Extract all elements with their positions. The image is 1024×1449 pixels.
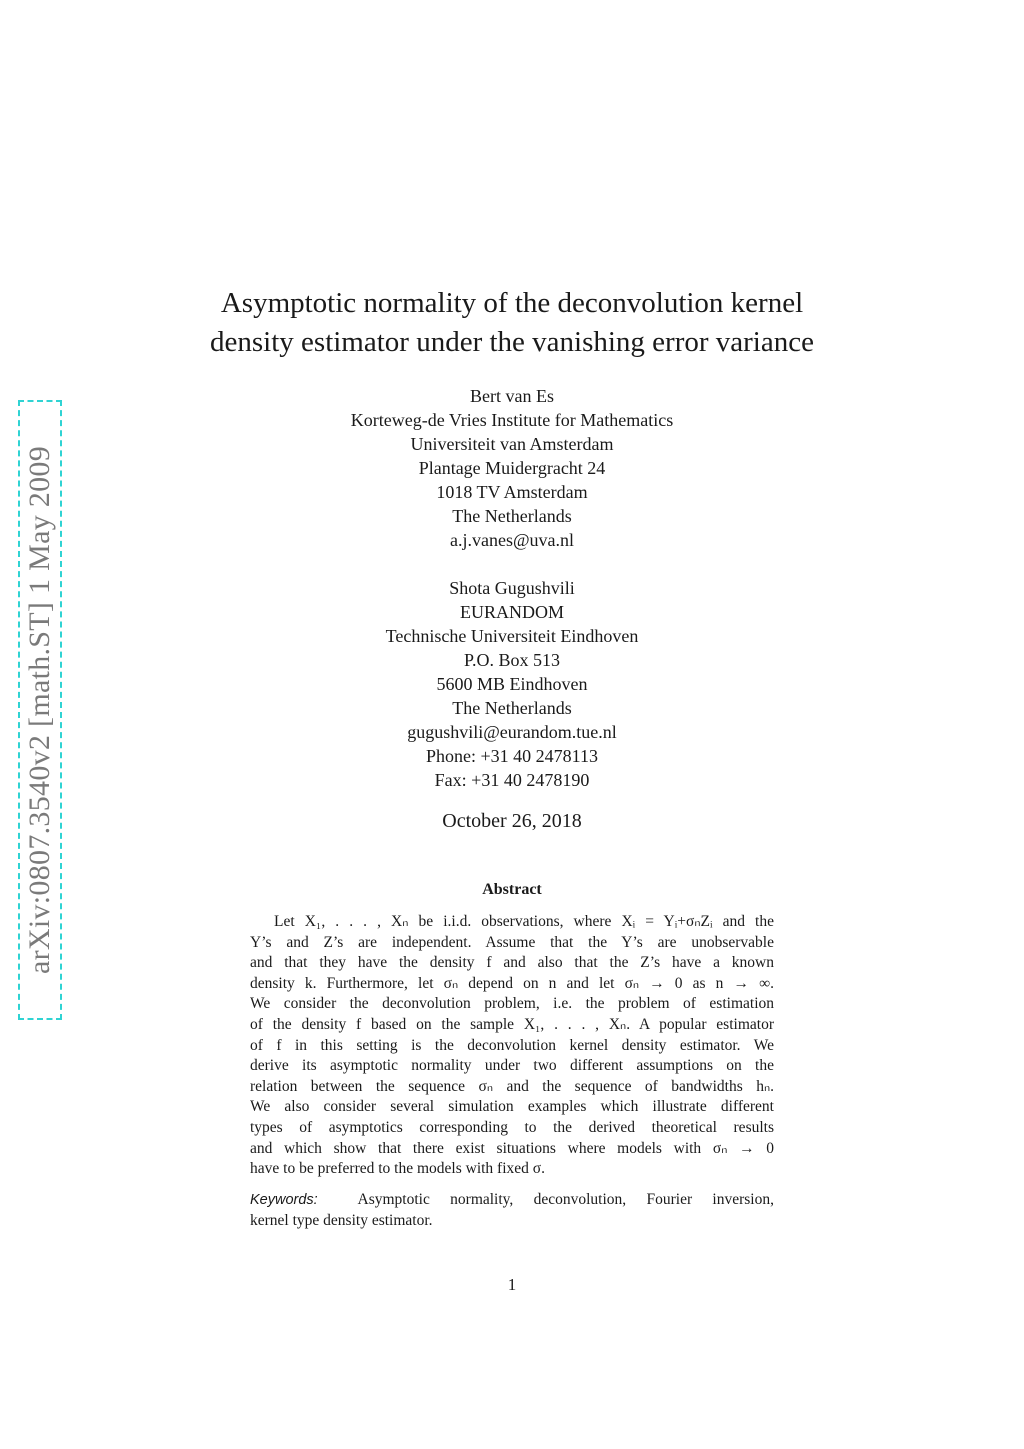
abstract-line: We also consider several simulation examples which illustrate different [250, 1098, 774, 1116]
paper-title [150, 284, 874, 362]
author-address: 5600 MB Eindhoven [436, 674, 588, 694]
keywords-line [250, 1190, 774, 1211]
author-country: The Netherlands [452, 506, 572, 526]
title-line: Asymptotic normality of the deconvolution kernel [220, 287, 804, 319]
author-block-gugushvili [200, 576, 824, 792]
abstract-line: and which show that there exist situations where models with σₙ → 0 [250, 1139, 774, 1157]
author-phone: Phone: +31 40 2478113 [426, 746, 598, 766]
abstract-body [250, 912, 774, 1180]
author-affiliation: Technische Universiteit Eindhoven [385, 626, 639, 646]
page-number: 1 [507, 1275, 517, 1294]
keywords-label: Keywords: [250, 1192, 318, 1208]
keywords-line: kernel type density estimator. [250, 1211, 433, 1229]
author-name: Bert van Es [470, 386, 554, 406]
abstract-line: Y’s and Z’s are independent. Assume that the Y’s are unobservable [250, 933, 774, 951]
abstract-line: and that they have the density f and also that the Z’s have a known [250, 954, 774, 972]
title-line: density estimator under the vanishing error variance [210, 326, 814, 358]
abstract-line: We consider the deconvolution problem, i.e. the problem of estimation [250, 995, 774, 1013]
abstract-line: of the density f based on the sample X₁, . . . , Xₙ. A popular estimator [250, 1015, 774, 1033]
keywords [250, 1190, 774, 1231]
abstract-line: of f in this setting is the deconvolution kernel density estimator. We [250, 1036, 774, 1054]
author-address: 1018 TV Amsterdam [436, 482, 588, 502]
keywords-text: Asymptotic normality, deconvolution, Fourier inversion, [357, 1191, 774, 1208]
abstract-heading: Abstract [482, 881, 542, 898]
paper-date: October 26, 2018 [442, 810, 582, 832]
author-country: The Netherlands [452, 698, 572, 718]
author-name: Shota Gugushvili [449, 578, 575, 598]
author-fax: Fax: +31 40 2478190 [434, 770, 590, 790]
author-affiliation: EURANDOM [459, 602, 564, 622]
author-address: P.O. Box 513 [463, 650, 561, 670]
author-email: a.j.vanes@uva.nl [449, 530, 575, 550]
author-address: Plantage Muidergracht 24 [418, 458, 606, 478]
abstract-line: have to be preferred to the models with fixed σ. [250, 1160, 546, 1178]
arxiv-id: arXiv:0807.3540v2 [math.ST] 1 May 2009 [23, 445, 56, 975]
arxiv-stamp [18, 400, 62, 1020]
author-email: gugushvili@eurandom.tue.nl [407, 722, 617, 742]
abstract-line: types of asymptotics corresponding to the derived theoretical results [250, 1118, 774, 1136]
abstract-line: relation between the sequence σₙ and the sequence of bandwidths hₙ. [250, 1077, 774, 1095]
abstract-line: derive its asymptotic normality under two different assumptions on the [250, 1057, 774, 1075]
abstract-line: density k. Furthermore, let σₙ depend on n and let σₙ → 0 as n → ∞. [250, 974, 774, 992]
abstract-line: Let X₁, . . . , Xₙ be i.i.d. observations, where Xᵢ = Yᵢ+σₙZᵢ and the [274, 913, 774, 930]
author-block-van-es [200, 384, 824, 552]
author-affiliation: Universiteit van Amsterdam [410, 434, 614, 454]
author-affiliation: Korteweg-de Vries Institute for Mathematics [350, 410, 674, 430]
